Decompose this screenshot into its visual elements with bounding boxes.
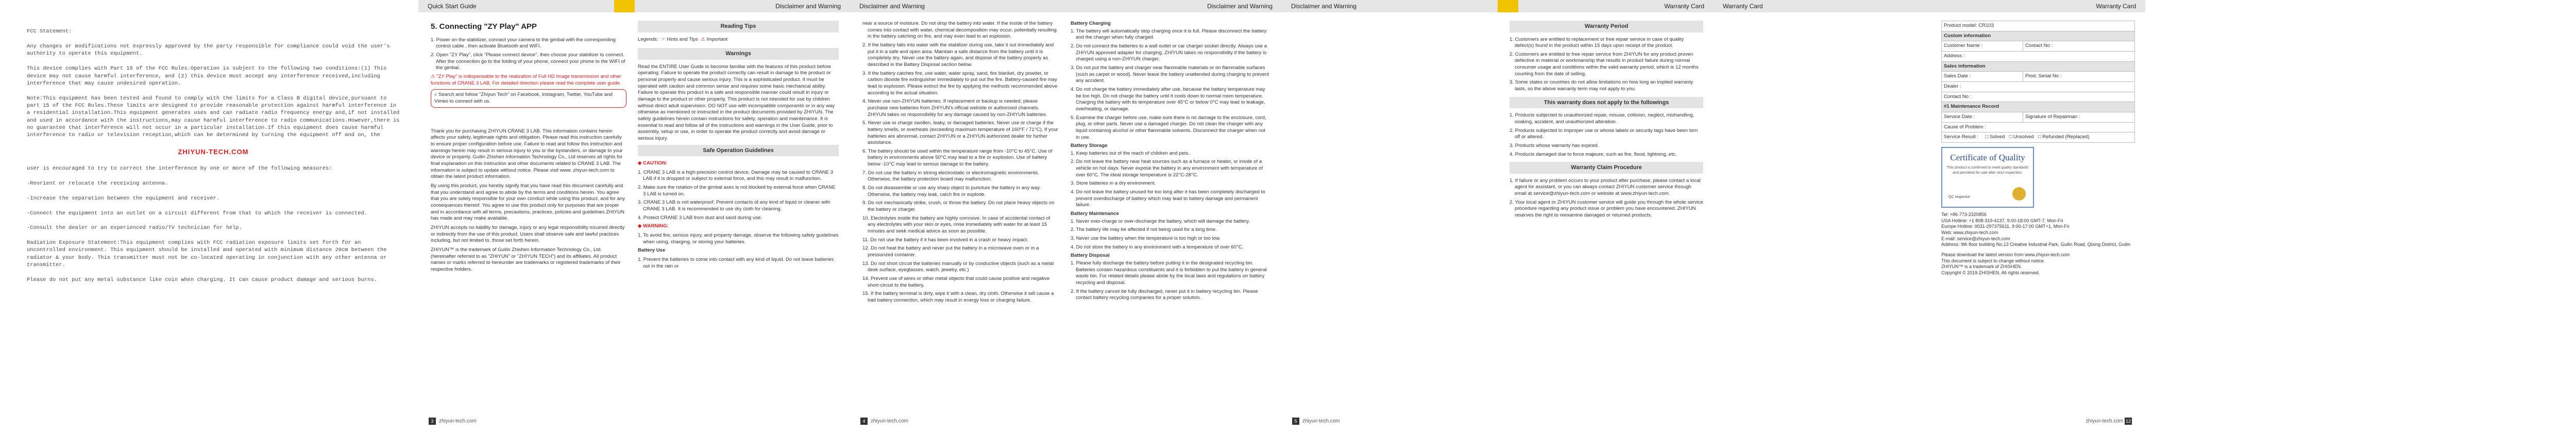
no-warranty-item: 3. Products whose warranty has expired.: [1510, 142, 1599, 148]
quality-certificate: [1941, 147, 2034, 208]
warning-label-text: WARNING:: [643, 223, 669, 229]
battery-item: 9. Do not mechanically strike, crush, or throw the battery. Do not place heavy objects on the battery or charger.: [862, 200, 1055, 213]
qc-inspector: QC Inspector:: [1948, 195, 1971, 199]
warranty-item: 1. Customers are entitled to replacement or free repair service in case of quality defect(s) found in the product within 15 days upon receipt of the product.: [1510, 36, 1684, 49]
battery-use-title: Battery Use: [638, 247, 666, 254]
disposal-item: 1. Please fully discharge the battery before putting it in the designated recycling bin. Batteries contain hazardous constituents and it is forbidden to put the battery in general waste bin. For related details please abide by the local laws and regulations on battery recycling and disposal.: [1071, 260, 1267, 286]
storage-item: 1. Keep batteries out of the reach of children and pets.: [1071, 150, 1190, 156]
unsolved-label: Unsolved: [2013, 134, 2034, 140]
fcc-line: This device complies with Part 15 of the FCC Rules.Operation is subject to the following two conditions:(1) This device may not cause harmful interference, and (2) this device must accept any interference received,including interference that may cause undesired operation.: [27, 65, 387, 87]
refunded-checkbox[interactable]: □: [2038, 134, 2041, 140]
fcc-line: Note:This equipment has been tested and found to comply with the limits for a Class B digital device,pursuant to part 15 of the FCC Rules.These limits are designed to provide reasonable protection against harmful interference in a residential installation.This equipment generates uses and can radiate radio frequency energy and,if not installed and used in accordance with the instructions,may cause harmful interference to radio communications.However,there is no guarantee that interference will not occur in a particular installation.If this equipment does cause harmful interference to radio or television reception,which can be determined by turning the equipment off and on, the: [27, 95, 400, 139]
disposal-item: 2. If the battery cannot be fully discharged, never put it in battery recycling bin. Please contact battery recycling companies for a proper solution.: [1071, 288, 1258, 301]
no-warranty-item: 2. Products subjected to improper use or whose labels or security tags have been torn off or altered.: [1510, 127, 1698, 140]
battery-item: 4. Never use non-ZHIYUN batteries. If replacement or backup is needed, please purchase new batteries from ZHIYUN's official website or authorized channels. ZHIYUN takes no responsibility for any damage caused by non-ZHIYUN batteries.: [862, 98, 1047, 118]
important-icon: ⚠: [701, 36, 705, 42]
header-label-left: Disclaimer and Warning: [859, 3, 925, 10]
page-footer: [860, 418, 908, 425]
no-warranty-item: 1. Products subjected to unauthorized repair, misuse, collision, neglect, mishandling, soaking, accident, and unauthorized alteration.: [1510, 112, 1694, 125]
fcc-line: Radiation Exposure Statement:This equipment complies with FCC radiation exposure limits set forth for an uncontrolled environment. This equipment should be installed and operated with minimum distance 20cm between the radiator & your body. This transmitter must not be co-located operating in conjunction with any other antenna or transmitter.: [27, 240, 387, 269]
caution-label: [638, 160, 839, 167]
fcc-line: -Reorient or relocate the receiving antenna.: [27, 180, 168, 187]
claim-item: 2. Your local agent or ZHIYUN customer service will guide you through the whole service procedure regarding any product issue or problem you have encountered. ZHIYUN reserves the right to reexamine damaged or returned products.: [1510, 199, 1703, 219]
battery-item: near a source of moisture. Do not drop the battery into water. If the inside of the battery comes into contact with water, chemical decomposition may occur, potentially resulting in the battery catching on fire, and may even lead to an explosion.: [862, 21, 1057, 40]
header-label-right: Disclaimer and Warning: [775, 3, 841, 10]
search-icon: ⌕: [434, 92, 439, 98]
intro-para: ZHIYUN™ is the trademark of Guilin Zhishen Information Technology Co., Ltd. (hereinafter referred to as "ZHIYUN" or "ZHIYUN TECH") and its affiliates. All product names or marks referred to hereunder are trademarks or registered trademarks of their respective holders.: [431, 246, 621, 272]
charging-item: 5. Examine the charger before use, make sure there is no damage to the enclosure, cord, plug, or other parts. Never use a damaged charger. Do not clean the charger with any liquid containing alcohol or other flammable solvents. Disconnect the charger when not in use.: [1071, 114, 1266, 140]
header-label-right: Disclaimer and Warning: [1207, 3, 1273, 10]
fcc-statement: [27, 21, 400, 291]
no-warranty-item: 4. Products damaged due to force majeure, such as fire, flood, lightning, etc.: [1510, 151, 1677, 157]
header-label-left: Warranty Card: [1723, 3, 1763, 10]
page-number: 5: [1292, 418, 1299, 425]
solved-label: Solved: [1989, 134, 2005, 140]
battery-item: 2. If the battery falls into water with the stabilizer during use, take it out immediately and put it in a safe and open area. Maintain a safe distance from the battery until it is completely dry. Never use the battery again, and dispose of the battery properly as described in the Battery Disposal section below.: [862, 42, 1054, 68]
header-label-left: Disclaimer and Warning: [1291, 3, 1357, 10]
page-warranty: [1282, 0, 1714, 432]
battery-item: 7. Do not use the battery in strong electrostatic or electromagnetic environments. Otherwise, the battery protection board may malfunction.: [862, 170, 1039, 182]
service-date-field[interactable]: Service Date :: [1942, 112, 2023, 122]
header-bar-left: [1714, 0, 1929, 12]
contacts: [1941, 212, 2135, 248]
maintenance-record-header: #1 Maintenance Record: [1942, 102, 2135, 112]
storage-item: 4. Do not leave the battery unused for too long after it has been completely discharged to prevent overdischarge of battery which may lead to battery damage and permanent failure.: [1071, 189, 1265, 208]
storage-title: Battery Storage: [1071, 143, 1108, 149]
app-note: [431, 74, 626, 87]
header-bar-left: [1282, 0, 1498, 12]
warranty-item: 2. Customers are entitled to free repair service from ZHIYUN for any product proven defective in material or workmanship that results in product failure during normal consumer usage and conditions within the valid warranty period, which is 12 months counting from the date of selling.: [1510, 51, 1699, 77]
intro-para: Thank you for purchasing ZHIYUN CRANE 3 LAB. This information contains herein affects your safety, legitimate rights and obligation. Please read this instruction carefully to ensure proper configuration before use. Failure to read and follow this instruction and warnings herein may result in serious injury to you or the bystanders, or damage to your device or property. Guilin Zhishen Information Technology Co., Ltd reserves all rights for final explanation on this instruction and other documents related to CRANE 3 LAB. The information is subject to update without notice. Please visit www. zhiyun-tech.com to obtain the latest product information.: [431, 128, 623, 180]
site-link[interactable]: ZHIYUN-TECH.COM: [178, 148, 249, 156]
page-warranty-card: [1714, 0, 2145, 432]
no-warranty-header: This warranty does not apply to the followings: [1510, 97, 1703, 109]
warranty-period-header: Warranty Period: [1510, 21, 1703, 32]
warning-icon: ⚠: [431, 74, 437, 80]
certificate-subtitle: This product is confirmed to meet quality standards and permitted for sale after strict inspection.: [1946, 166, 2029, 175]
fcc-line: -Consult the dealer or an experienced radio/TV technician for help.: [27, 225, 242, 231]
card-column: [1941, 21, 2135, 413]
warranty-column: [1510, 21, 1703, 413]
warnings-header: Warnings: [638, 48, 839, 60]
header-bar-left: [850, 0, 1066, 12]
app-note-text: "ZY Play" is indispensable to the realization of Full HD Image transmission and other functions of CRANE 3 LAB. For detailed direction please read the complete user guide.: [431, 74, 621, 86]
header-bar-right: [634, 0, 850, 12]
footer-url: zhiyun-tech.com: [1302, 418, 1340, 424]
safe-operation-header: Safe Operation Guidelines: [638, 145, 839, 157]
contact-line: Tel: +86-773-2320856: [1941, 211, 1987, 217]
battery-item: 12. Do not heat the battery and never put the battery in a microwave oven or in a pressurized container.: [862, 245, 1039, 258]
battery-item: 6. The battery should be used within the temperature range from -10°C to 45°C. Use of battery in environments above 50°C may lead to a fire or explosion. Use of battery below -10°C may lead to serious damage to the battery.: [862, 148, 1053, 168]
legend: [638, 37, 839, 43]
intro-para: By using this product, you hereby signify that you have read this document carefully and that you understand and agree to abide by the terms and conditions herein. You agree that you are solely responsible for your own conduct while using this product, and for any consequences thereof. You agree to use this product only for purposes that are proper and in accordance with all terms, precautions, practices, policies and guidelines ZHIYUN has made and may make available.: [431, 182, 625, 222]
maintenance-title: Battery Maintenance: [1071, 211, 1119, 217]
step: 1. Power on the stabilizer, connect your camera to the gimbal with the corresponding control cable , then activate Bluetooth and WIFI.: [431, 37, 616, 49]
customer-name-field[interactable]: Customer Name :: [1942, 41, 2023, 52]
tips-icon: ☞: [660, 36, 666, 42]
caution-item: 1. CRANE 3 LAB is a high-precision control device. Damage may be caused to CRANE 3 LAB if it is dropped or subject to external force, and this may result in malfunction.: [638, 169, 834, 182]
claim-header: Warranty Claim Procedure: [1510, 162, 1703, 174]
page-number: 4: [860, 418, 868, 425]
header-label-right: Warranty Card: [2096, 3, 2136, 10]
unsolved-checkbox[interactable]: □: [2009, 134, 2012, 140]
caution-item: 2. Make sure the rotation of the gimbal axes is not blocked by external force when CRANE 3 LAB is turned on.: [638, 185, 836, 197]
header-label-right: Warranty Card: [1664, 3, 1704, 10]
intro-para: ZHIYUN accepts no liability for damage, injury or any legal responsibility incurred directly or indirectly from the use of this product. Users shall observe safe and lawful practices including, but not limited to, those set forth herein.: [431, 224, 625, 244]
charging-item: 3. Do not put the battery and charger near flammable materials or on flammable surfaces (such as carpet or wood). Never leave the battery unattended during charging to prevent any accident.: [1071, 64, 1269, 84]
right-column: [1071, 21, 1270, 413]
page-footer: [429, 418, 477, 425]
contact-line: USA Hotline: +1 808-319-4137, 9:00-18:00 GMT-7, Mon-Fri: [1941, 218, 2063, 223]
solved-checkbox[interactable]: □: [1985, 134, 1989, 140]
step: 2. Open "ZY Play", click "Please connect device", then choose your stabilizer to connect. After the connection go to the folding of your phone, connect your phone to the WIFI of the gimbal.: [431, 52, 625, 71]
page-disclaimer: [850, 0, 1282, 432]
signature-field[interactable]: Signature of Repairman :: [2023, 112, 2134, 122]
warranty-item: 3. Some states or countries do not allow limitations on how long an implied warranty lasts, so the above warranty term may not apply to you.: [1510, 79, 1693, 92]
battery-use-item: 1. Prevent the batteries to come into contact with any kind of liquid. Do not leave batteries out in the rain or: [638, 256, 834, 269]
dealer-contact-field[interactable]: Contact No :: [1942, 92, 2135, 102]
contact-line: E-mail: service@zhiyun-tech.com: [1941, 236, 2010, 241]
footer-url: zhiyun-tech.com: [871, 418, 908, 424]
page-number: 12: [2125, 419, 2131, 424]
header-bar-right: [1066, 0, 1282, 12]
charging-item: 2. Do not connect the batteries to a wall outlet or car charger socket directly. Always use a ZHIYUN approved adapter for charging. ZHIYUN takes no responsibility if the battery is charged using a non-ZHIYUN charger.: [1071, 43, 1267, 62]
seal-icon: [2012, 187, 2026, 201]
contact-line: Europe Hotline: 0031-297375611, 9:00-17:00 GMT+1, Mon-Fri: [1941, 224, 2070, 229]
search-note: [431, 89, 626, 107]
refunded-label: Refunded (Replaced): [2042, 134, 2090, 140]
page-footer: [2086, 418, 2135, 425]
battery-item: 14. Prevent use of wires or other metal objects that could cause positive and negative short-circuit to the battery.: [862, 275, 1050, 288]
fcc-line: user is encouraged to try to correct the interference by one or more of the following measures:: [27, 165, 332, 172]
caution-item: 4. Protect CRANE 3 LAB from dust and sand during use.: [638, 214, 762, 221]
download-line: Please download the latest version from www.zhiyun-tech.com: [1941, 252, 2070, 257]
header-accent: [1498, 0, 1518, 12]
warnings-text: Read the ENTIRE User Guide to become familiar with the features of this product before operating. Failure to operate the product correctly can result in damage to the product or personal property and cause serious injury. This is a sophisticated product. It must be operated with caution and common sense and requires some basic mechanical ability. Failure to operate this product in a safe and responsible manner could result in injury or damage to the product or other property. This product is not intended for use by children without direct adult supervision. DO NOT use with incompatible components or in any way otherwise as mentioned or instructed in the product documents provided by ZHIYUN. The safety guidelines herein contain instructions for safety, operation and maintenance. It is essential to read and follow all of the instructions and warnings in the User Guide, prior to assembly, setup or use, in order to operate the product correctly and avoid damage or serious injury.: [638, 63, 835, 141]
left-column: [431, 21, 626, 413]
page-number: 3: [429, 418, 436, 425]
page-fcc: [0, 0, 418, 432]
legend-label: Legends:: [638, 36, 658, 42]
battery-item: 5. Never use or charge swollen, leaky, or damaged batteries. Never use or charge if the battery smells, or overheats (exceeding maximum temperature of 160°F / 71°C). If your batteries are abnormal, contact ZHIYUN or a ZHIYUN authorized dealer for further assistance.: [862, 120, 1058, 146]
download-note: [1941, 252, 2135, 276]
certificate-title: Certificate of Quality: [1950, 152, 2025, 162]
storage-item: 2. Do not leave the battery near heat sources such as a furnace or heater, or inside of a vehicle on hot days. Never expose the battery in any environment with temperature of over 60°C. The ideal storage temperature is 22°C-28°C.: [1071, 159, 1263, 178]
custom-info-header: Custom information: [1942, 31, 2135, 41]
header-bar-right: [1498, 0, 1714, 12]
right-column: [638, 21, 839, 413]
charging-title: Battery Charging: [1071, 21, 1111, 26]
header-bar-right: [1929, 0, 2145, 12]
fcc-line: -Increase the separation between the equipment and receiver.: [27, 195, 220, 202]
maintenance-item: 1. Never over-charge or over-discharge the battery, which will damage the battery.: [1071, 218, 1250, 224]
maintenance-item: 2. The battery life may be affected if not being used for a long time.: [1071, 227, 1217, 233]
legend-hints: Hints and Tips: [667, 36, 698, 42]
sales-info-header: Sales information: [1942, 61, 2135, 72]
battery-item: 15. If the battery terminal is dirty, wipe it with a clean, dry cloth. Otherwise it will cause a bad battery connection, which may result in energy loss or charging failure.: [862, 291, 1054, 303]
warning-label: [638, 223, 839, 230]
header-bar-left: [418, 0, 634, 12]
search-note-text: Search and follow "Zhiyun Tech" on Facebook, Instagram, Twitter, YouTube and Vimeo to connect with us.: [434, 92, 613, 105]
fcc-line: Please do not put any metal substance like coin when charging. It can cause product damage and serious burns.: [27, 276, 377, 283]
service-result-row: [1942, 132, 2135, 143]
caution-item: 3. CRANE 3 LAB is not waterproof. Prevent contacts of any kind of liquid or cleaner with CRANE 3 LAB. It is recommended to use dry cloth for cleaning.: [638, 200, 831, 212]
contact-no-field[interactable]: Contact No :: [2023, 41, 2134, 52]
contact-line: Web: www.zhiyun-tech.com: [1941, 229, 1998, 235]
battery-item: 3. If the battery catches fire, use water, water spray, sand, fire blanket, dry powder, or carbon dioxide fire extinguisher immediately to put out the fire. Battery-caused fire may lead to explosion. Please extinct the fire by applying the methods recommended above according to the actual situation.: [862, 70, 1058, 96]
fcc-title: FCC Statement:: [27, 28, 72, 35]
claim-item: 1. If failure or any problem occurs to your product after purchase, please contact a local agent for assistant, or you can always contact ZHIYUN customer service through email at service@zhiyun-tech.com or website at www.zhiyun-tech.com.: [1510, 177, 1701, 197]
caution-icon: ◆: [638, 160, 643, 167]
page-quick-start: [418, 0, 850, 432]
fcc-line: -Connect the equipment into an outlet on a circuit different from that to which the receiver is connected.: [27, 210, 367, 217]
download-line: This document is subject to change without notice.: [1941, 258, 2045, 263]
contact-line: Address: 9th floor building No.13 Creative Industrial Park, Guilin Road, Qixing District, Guilin: [1941, 242, 2131, 247]
charging-item: 1. The battery will automatically stop charging once it is full. Please disconnect the battery and the charger when fully charged.: [1071, 28, 1267, 41]
warning-icon: ◆: [638, 223, 643, 229]
download-line: Copyright © 2019 ZHISHEN. All rights reserved.: [1941, 270, 2040, 276]
left-column: [862, 21, 1058, 413]
cause-field[interactable]: Cause of Problem :: [1942, 122, 2135, 132]
disposal-title: Battery Disposal: [1071, 253, 1110, 259]
footer-url: zhiyun-tech.com: [439, 418, 477, 424]
maintenance-item: 4. Do not store the battery in any environment with a temperature of over 60°C.: [1071, 244, 1244, 250]
reading-tips-header: Reading Tips: [638, 21, 839, 32]
product-model: Product model: CR103: [1942, 21, 2135, 31]
footer-url: zhiyun-tech.com: [2086, 418, 2124, 424]
battery-item: 11. Do not use the battery if it has been involved in a crash or heavy impact.: [862, 237, 1028, 243]
header-label-left: Quick Start Guide: [428, 3, 477, 10]
sales-date-field[interactable]: Sales Date :: [1942, 72, 2023, 82]
page-footer: [1292, 418, 1340, 425]
battery-item: 10. Electrolytes inside the battery are highly corrosive. In case of accidental contact of any electrolytes with your skin or eyes, rinse immediately with water for at least 15 minutes and seek medical advice as soon as possible.: [862, 215, 1050, 235]
warning-item: 1. To avoid fire, serious injury, and property damage, observe the following safety guidelines when using, charging, or storing your batteries.: [638, 232, 839, 245]
legend-important: Important: [706, 36, 728, 42]
serial-field[interactable]: Prod. Serial No :: [2023, 72, 2134, 82]
fcc-line: Any changes or modifications not expressly approved by the party responsible for compliance could void the user's authority to operate this equipment.: [27, 43, 390, 57]
battery-item: 13. Do not short circuit the batteries manually or by conductive objects (such as a metal desk surface, eyeglasses, watch, jewelry, etc.): [862, 260, 1054, 273]
dealer-field[interactable]: Dealer :: [1942, 81, 2135, 92]
battery-item: 8. Do not disassemble or use any sharp object to puncture the battery in any way. Otherwise, the battery may leak, catch fire or explode.: [862, 185, 1041, 197]
caution-label-text: CAUTION:: [643, 160, 667, 167]
storage-item: 3. Store batteries in a dry environment.: [1071, 180, 1156, 187]
download-line: ZHIYUN™ is a trademark of ZHISHEN.: [1941, 264, 2022, 270]
header-accent: [614, 0, 635, 12]
page-blank: [2145, 0, 2576, 432]
address-field[interactable]: Address :: [1942, 51, 2135, 61]
maintenance-item: 3. Never use the battery when the temperature is too high or too low.: [1071, 236, 1221, 242]
section-title: 5. Connecting "ZY Play" APP: [431, 22, 537, 31]
service-result-label: Service Result :: [1944, 134, 1979, 140]
charging-item: 4. Do not charge the battery immediately after use, because the battery temperature may be too high. Do not charge the battery until it cools down to normal room temperature. Charging the battery with its temperature over 45°C or below 0°C may lead to leakage, overheating, or damage.: [1071, 86, 1265, 112]
warranty-card-table: [1941, 21, 2135, 143]
